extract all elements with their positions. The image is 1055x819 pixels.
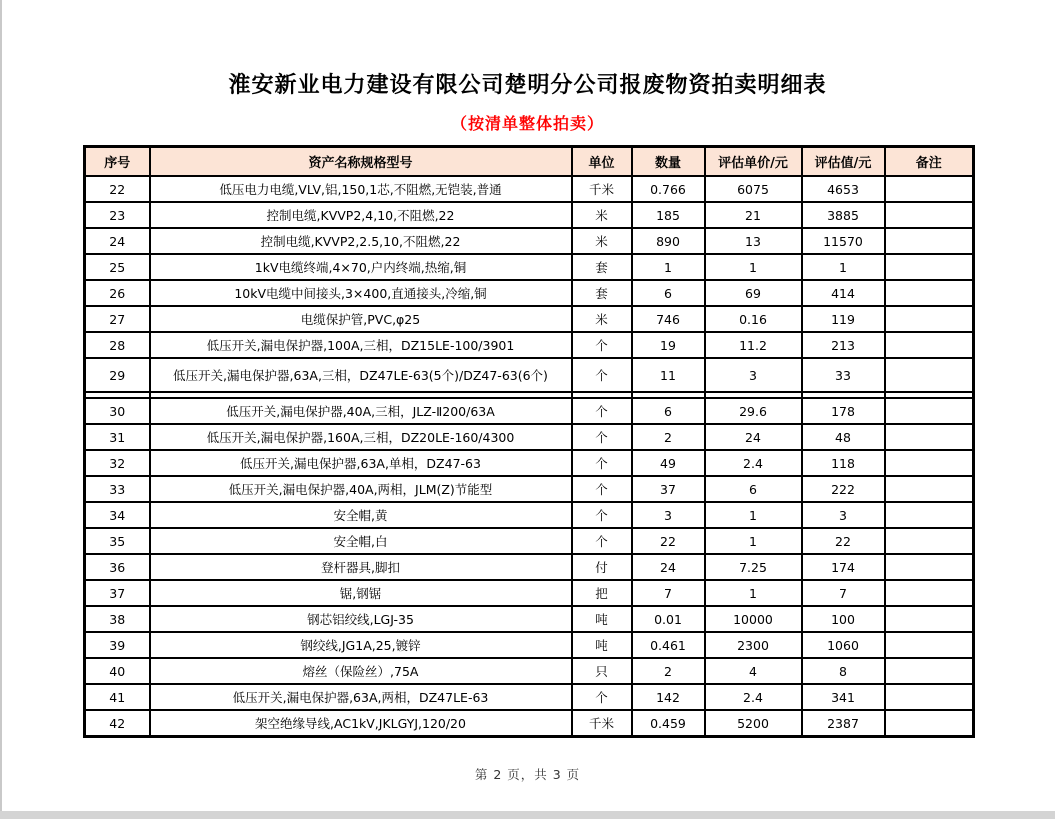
window-bottom-edge	[0, 811, 1055, 819]
cell-name: 钢芯铝绞线,LGJ-35	[150, 606, 572, 632]
cell-no: 36	[85, 554, 150, 580]
cell-unit-price: 21	[705, 202, 802, 228]
cell-no: 33	[85, 476, 150, 502]
cell-name: 控制电缆,KVVP2,4,10,不阻燃,22	[150, 202, 572, 228]
cell-no: 28	[85, 332, 150, 358]
cell-qty: 24	[632, 554, 705, 580]
report-page	[83, 0, 972, 783]
cell-qty: 6	[632, 398, 705, 424]
cell-qty: 2	[632, 658, 705, 684]
table-row	[85, 606, 974, 632]
cell-name: 低压电力电缆,VLV,铝,150,1芯,不阻燃,无铠装,普通	[150, 176, 572, 202]
cell-no: 29	[85, 358, 150, 392]
cell-name: 低压开关,漏电保护器,40A,三相，JLZ-Ⅱ200/63A	[150, 398, 572, 424]
page-subtitle: （按清单整体拍卖）	[450, 114, 604, 133]
cell-unit: 个	[572, 398, 632, 424]
cell-unit-price: 6075	[705, 176, 802, 202]
table-row	[85, 502, 974, 528]
cell-no: 40	[85, 658, 150, 684]
cell-value: 11570	[802, 228, 885, 254]
table-row	[85, 398, 974, 424]
cell-value: 33	[802, 358, 885, 392]
cell-value: 22	[802, 528, 885, 554]
cell-unit-price: 1	[705, 528, 802, 554]
cell-unit: 个	[572, 424, 632, 450]
table-row	[85, 202, 974, 228]
cell-unit: 米	[572, 228, 632, 254]
cell-unit-price: 7.25	[705, 554, 802, 580]
cell-name: 电缆保护管,PVC,φ25	[150, 306, 572, 332]
cell-name: 安全帽,白	[150, 528, 572, 554]
cell-remark	[885, 280, 974, 306]
cell-name: 低压开关,漏电保护器,63A,单相，DZ47-63	[150, 450, 572, 476]
cell-unit-price: 0.16	[705, 306, 802, 332]
table-row	[85, 528, 974, 554]
cell-name: 控制电缆,KVVP2,2.5,10,不阻燃,22	[150, 228, 572, 254]
window-left-edge	[0, 0, 2, 819]
cell-qty: 1	[632, 254, 705, 280]
cell-qty: 0.01	[632, 606, 705, 632]
cell-no: 22	[85, 176, 150, 202]
cell-no: 24	[85, 228, 150, 254]
cell-unit-price: 1	[705, 580, 802, 606]
cell-name: 低压开关,漏电保护器,40A,两相，JLM(Z)节能型	[150, 476, 572, 502]
cell-remark	[885, 306, 974, 332]
cell-unit: 套	[572, 254, 632, 280]
cell-value: 8	[802, 658, 885, 684]
cell-qty: 746	[632, 306, 705, 332]
cell-value: 178	[802, 398, 885, 424]
cell-unit: 吨	[572, 632, 632, 658]
table-row	[85, 554, 974, 580]
cell-remark	[885, 254, 974, 280]
cell-qty: 49	[632, 450, 705, 476]
cell-value: 3885	[802, 202, 885, 228]
cell-no: 23	[85, 202, 150, 228]
cell-qty: 22	[632, 528, 705, 554]
cell-value: 4653	[802, 176, 885, 202]
col-header-no: 序号	[85, 147, 150, 177]
cell-qty: 185	[632, 202, 705, 228]
cell-remark	[885, 358, 974, 392]
cell-name: 熔丝（保险丝）,75A	[150, 658, 572, 684]
cell-unit: 个	[572, 502, 632, 528]
cell-qty: 7	[632, 580, 705, 606]
cell-no: 38	[85, 606, 150, 632]
cell-name: 架空绝缘导线,AC1kV,JKLGYJ,120/20	[150, 710, 572, 737]
cell-unit: 吨	[572, 606, 632, 632]
cell-no: 31	[85, 424, 150, 450]
cell-remark	[885, 176, 974, 202]
cell-name: 低压开关,漏电保护器,160A,三相，DZ20LE-160/4300	[150, 424, 572, 450]
cell-name: 10kV电缆中间接头,3×400,直通接头,冷缩,铜	[150, 280, 572, 306]
col-header-unit: 单位	[572, 147, 632, 177]
table-row	[85, 476, 974, 502]
cell-qty: 11	[632, 358, 705, 392]
cell-unit-price: 2.4	[705, 684, 802, 710]
table-row	[85, 710, 974, 737]
cell-no: 39	[85, 632, 150, 658]
cell-unit-price: 3	[705, 358, 802, 392]
cell-value: 118	[802, 450, 885, 476]
cell-qty: 6	[632, 280, 705, 306]
cell-unit: 个	[572, 358, 632, 392]
cell-remark	[885, 684, 974, 710]
col-header-qty: 数量	[632, 147, 705, 177]
cell-qty: 890	[632, 228, 705, 254]
cell-name: 锯,钢锯	[150, 580, 572, 606]
cell-remark	[885, 554, 974, 580]
cell-unit-price: 29.6	[705, 398, 802, 424]
table-row	[85, 658, 974, 684]
cell-no: 27	[85, 306, 150, 332]
cell-unit-price: 10000	[705, 606, 802, 632]
cell-unit: 米	[572, 202, 632, 228]
cell-no: 37	[85, 580, 150, 606]
cell-no: 34	[85, 502, 150, 528]
cell-unit: 个	[572, 684, 632, 710]
cell-no: 42	[85, 710, 150, 737]
cell-value: 7	[802, 580, 885, 606]
cell-qty: 2	[632, 424, 705, 450]
cell-unit: 把	[572, 580, 632, 606]
cell-remark	[885, 632, 974, 658]
cell-no: 25	[85, 254, 150, 280]
cell-name: 1kV电缆终端,4×70,户内终端,热缩,铜	[150, 254, 572, 280]
cell-qty: 19	[632, 332, 705, 358]
table-row	[85, 450, 974, 476]
cell-unit: 个	[572, 476, 632, 502]
page-title: 淮安新业电力建设有限公司楚明分公司报废物资拍卖明细表	[228, 73, 827, 98]
table-row	[85, 280, 974, 306]
col-header-name: 资产名称规格型号	[150, 147, 572, 177]
cell-unit-price: 2300	[705, 632, 802, 658]
cell-unit-price: 13	[705, 228, 802, 254]
table-row	[85, 254, 974, 280]
table-row	[85, 176, 974, 202]
cell-remark	[885, 424, 974, 450]
cell-unit: 个	[572, 332, 632, 358]
cell-value: 174	[802, 554, 885, 580]
cell-unit-price: 1	[705, 502, 802, 528]
cell-unit: 千米	[572, 176, 632, 202]
table-row	[85, 228, 974, 254]
cell-value: 414	[802, 280, 885, 306]
table-row	[85, 424, 974, 450]
cell-remark	[885, 450, 974, 476]
table-row	[85, 684, 974, 710]
cell-value: 1	[802, 254, 885, 280]
cell-remark	[885, 202, 974, 228]
cell-unit: 只	[572, 658, 632, 684]
cell-value: 213	[802, 332, 885, 358]
cell-qty: 37	[632, 476, 705, 502]
cell-unit: 个	[572, 528, 632, 554]
col-header-remark: 备注	[885, 147, 974, 177]
cell-remark	[885, 398, 974, 424]
cell-name: 安全帽,黄	[150, 502, 572, 528]
cell-unit-price: 69	[705, 280, 802, 306]
cell-remark	[885, 528, 974, 554]
cell-value: 119	[802, 306, 885, 332]
cell-name: 低压开关,漏电保护器,100A,三相，DZ15LE-100/3901	[150, 332, 572, 358]
table-row	[85, 332, 974, 358]
cell-value: 48	[802, 424, 885, 450]
cell-unit: 个	[572, 450, 632, 476]
cell-unit: 千米	[572, 710, 632, 737]
cell-no: 41	[85, 684, 150, 710]
cell-name: 低压开关,漏电保护器,63A,三相，DZ47LE-63(5个)/DZ47-63(6个)	[150, 358, 572, 392]
cell-unit-price: 6	[705, 476, 802, 502]
cell-no: 26	[85, 280, 150, 306]
table-row	[85, 358, 974, 392]
table-row	[85, 632, 974, 658]
cell-remark	[885, 580, 974, 606]
cell-value: 3	[802, 502, 885, 528]
cell-unit: 米	[572, 306, 632, 332]
cell-no: 35	[85, 528, 150, 554]
cell-remark	[885, 710, 974, 737]
cell-value: 1060	[802, 632, 885, 658]
cell-qty: 0.459	[632, 710, 705, 737]
cell-remark	[885, 502, 974, 528]
cell-unit-price: 4	[705, 658, 802, 684]
cell-unit-price: 24	[705, 424, 802, 450]
cell-name: 低压开关,漏电保护器,63A,两相，DZ47LE-63	[150, 684, 572, 710]
cell-value: 222	[802, 476, 885, 502]
cell-unit-price: 11.2	[705, 332, 802, 358]
cell-value: 341	[802, 684, 885, 710]
cell-unit-price: 1	[705, 254, 802, 280]
cell-qty: 142	[632, 684, 705, 710]
auction-table	[83, 145, 975, 738]
cell-unit: 套	[572, 280, 632, 306]
page-number-footer: 第 2 页，共 3 页	[474, 767, 581, 782]
cell-remark	[885, 332, 974, 358]
col-header-value: 评估值/元	[802, 147, 885, 177]
cell-qty: 0.766	[632, 176, 705, 202]
cell-remark	[885, 228, 974, 254]
cell-no: 30	[85, 398, 150, 424]
table-body	[85, 176, 974, 737]
cell-qty: 3	[632, 502, 705, 528]
cell-value: 2387	[802, 710, 885, 737]
cell-qty: 0.461	[632, 632, 705, 658]
cell-remark	[885, 476, 974, 502]
cell-value: 100	[802, 606, 885, 632]
cell-name: 钢绞线,JG1A,25,镀锌	[150, 632, 572, 658]
table-row	[85, 580, 974, 606]
cell-no: 32	[85, 450, 150, 476]
cell-name: 登杆器具,脚扣	[150, 554, 572, 580]
cell-remark	[885, 606, 974, 632]
col-header-unit-price: 评估单价/元	[705, 147, 802, 177]
cell-unit: 付	[572, 554, 632, 580]
table-row	[85, 306, 974, 332]
cell-unit-price: 5200	[705, 710, 802, 737]
cell-unit-price: 2.4	[705, 450, 802, 476]
table-header-row	[85, 147, 974, 177]
cell-remark	[885, 658, 974, 684]
